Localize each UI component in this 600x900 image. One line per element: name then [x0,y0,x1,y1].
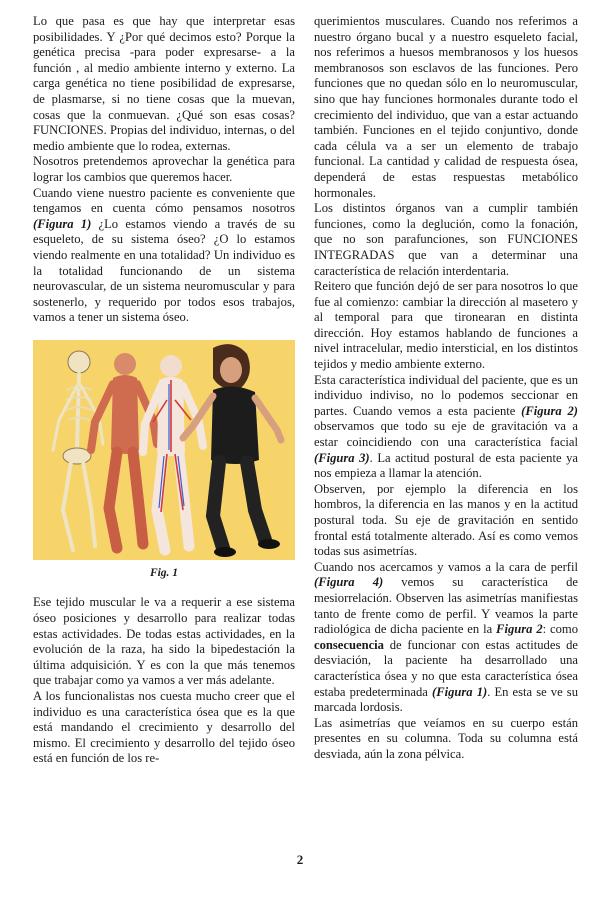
paragraph-text: Cuando viene nuestro paciente es conveniente que tengamos en cuenta cómo pensamos nosotros [33,185,295,216]
paragraph-text: Esta característica individual del paciente, que es un individuo indiviso, no lo podemos seccionar en partes. Cuando vemos a esta paciente [314,372,578,418]
paragraph-text: Cuando nos acercamos y vamos a la cara de perfil [314,559,578,574]
figure-reference: (Figura 2) [521,403,578,418]
figure-1 [33,340,295,582]
figure-1-illustration [33,340,295,560]
figure-reference: Figura 2 [496,622,543,637]
paragraph: Ese tejido muscular le va a requerir a ese sistema óseo posiciones y desarrollo para realizar todas estas actividades. De todas estas actividades, en la evolución de la raza, ha sido la bipedestación la última adquisición. Y es con la que más tenemos que trabajar como ya vamos a ver más adelante. [33,595,295,688]
paragraph [314,560,578,716]
left-column [33,14,295,767]
paragraph: Nosotros pretendemos aprovechar la genética para lograr los cambios que queremos hacer. [33,154,295,184]
paragraph-text: ¿Lo estamos viendo a través de su esqueleto, de su sistema óseo? ¿O lo estamos viendo realmente en una totalidad? Un individuo es la totalidad funcionando de un sistema neurovascular, de un sistema neuromuscular y para sostenerlo, y requerido por todos esos trabajos, vamos a tener un sistema óseo. [33,216,296,325]
figure-reference: (Figura 1) [432,684,488,699]
figure-reference: (Figura 3) [314,450,370,465]
paragraph-text: observamos que todo su eje de gravitación va a estar coincidiendo con una característica facial [314,419,578,450]
paragraph: Lo que pasa es que hay que interpretar esas posibilidades. Y ¿Por qué decimos esto? Porque la genética precisa -para poder expresarse- a la función , al medio ambiente interno y externo. La carga genética no tiene posibilidad de expresarse, de plasmarse, si no tiene cosas que la muevan, cosas que la conmuevan. ¿Qué son esas cosas? FUNCIONES. Propias del individuo, internas, o del medio ambiente que lo rodea, externas. [33,14,296,153]
paragraph: Reitero que función dejó de ser para nosotros lo que fue al comienzo: cambiar la dirección al masetero y al temporal para que tironearan en distinta dirección. Hoy estamos hablando de funciones a nivel intracelular, medio intersticial, en los distintos tejidos y medio ambiente externo. [314,279,578,372]
paragraph [314,373,578,482]
paragraph: querimientos musculares. Cuando nos referimos a nuestro órgano bucal y a nuestro esqueleto facial, nos referimos a huesos membranosos y los huesos membranosos son esclavos de las funciones. Pero funciones que no quedan sólo en lo neuromuscular, sino que hay funciones hormonales durante todo el crecimiento del individuo, que van a estar actuando también. Funciones en el tejido conjuntivo, donde cada célula va a ser un elemento de trabajo funcional. La cantidad y calidad de respuesta ósea, dependerá de estas respuestas metabólico hormonales. [314,14,578,200]
right-column [314,14,578,763]
page-number: 2 [296,852,304,867]
paragraph: Observen, por ejemplo la diferencia en los hombros, la diferencia en las manos y en la actitud postural toda. Su eje de gravitación en sentido frontal está totalmente alterado. Así es como vemos todas sus asimetrías. [314,481,578,559]
paragraph-text: de funcionar con estas actitudes de desviación, la paciente ha desarrollado una característica ósea y no que esta característica ósea estaba predeterminada [314,637,578,699]
paragraph: Las asimetrías que veíamos en su cuerpo están presentes en su columna. Toda su columna está desviada, aún la zona pélvica. [314,715,578,761]
bold-term: consecuencia [314,637,384,652]
figure-caption: Fig. 1 [149,566,179,579]
figure-reference: (Figura 1) [33,216,92,231]
paragraph-text: : como [542,622,579,637]
figure-reference: (Figura 4) [314,575,384,590]
paragraph-text: . En esta se ve su marcada lordosis. [314,684,578,715]
paragraph [33,186,295,326]
paragraph: A los funcionalistas nos cuesta mucho creer que el individuo es una característica ósea que es la que está mandando el crecimiento y desarrollo del mismo. El crecimiento y desarrollo del tejido óseo está en función de los re- [33,689,295,766]
paragraph: Los distintos órganos van a cumplir también funciones, como la deglución, como la fonación, que no son parafunciones, son FUNCIONES INTEGRADAS que van a determinar una característica de relación interdentaria. [314,201,578,278]
paragraph-text: vemos su característica de mesiorrelación. Observen las asimetrías manifiestas tanto de frente como de perfil. Y veamos la parte radiológica de dicha paciente en la [314,575,578,637]
paragraph-text: . La actitud postural de esta paciente ya nos empieza a llamar la atención. [314,450,578,481]
